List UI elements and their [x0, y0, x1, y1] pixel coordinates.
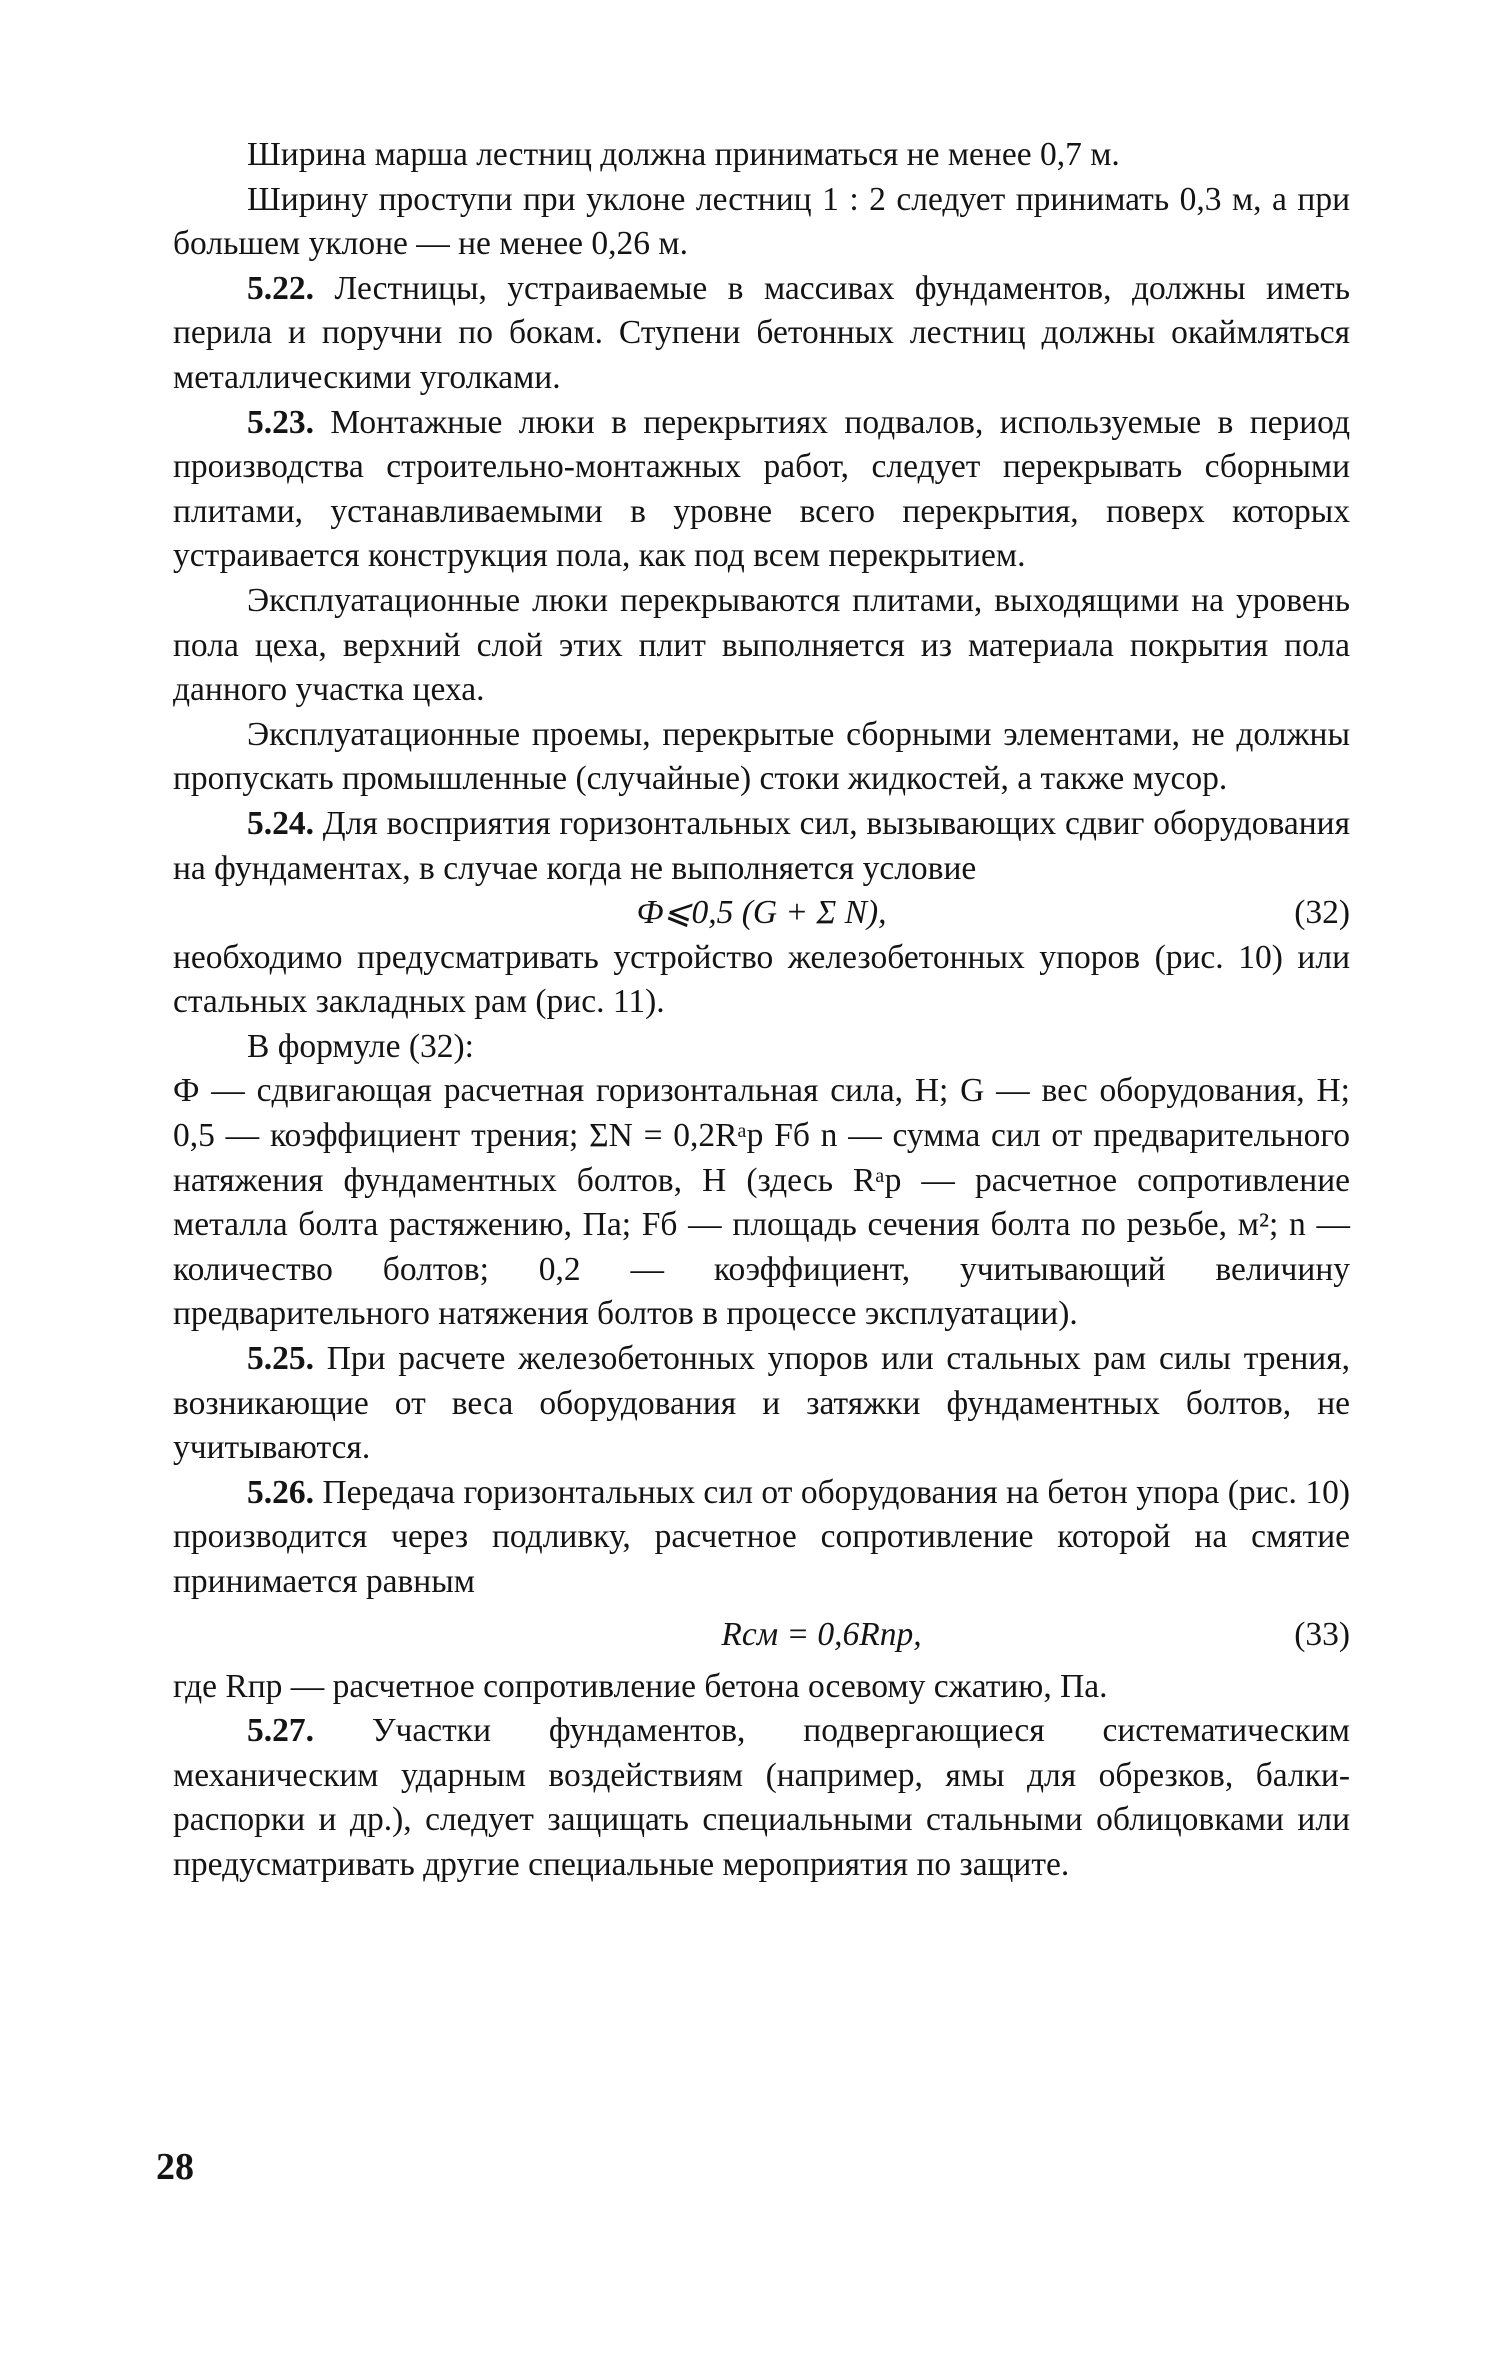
paragraph-text: Ширину проступи при уклоне лестниц 1 : 2 следует принимать 0,3 м, а при большем уклоне — не менее 0,26 м. [173, 180, 1350, 263]
paragraph-text: где Rпр — расчетное сопротивление бетона осевому сжатию, Па. [173, 1667, 1108, 1705]
clause-number: 5.27. [247, 1712, 314, 1750]
equation-number: (33) [1294, 1615, 1350, 1653]
paragraph [173, 713, 1350, 802]
formula-expression: Rсм = 0,6Rпр, [721, 1615, 922, 1653]
body-text [173, 133, 1350, 1888]
paragraph [173, 579, 1350, 713]
paragraph-text: Передача горизонтальных сил от оборудования на бетон упора (рис. 10) производится через подливку, расчетное сопротивление которой на смятие принимается равным [173, 1473, 1350, 1600]
clause-number: 5.24. [247, 804, 314, 842]
paragraph-text: Для восприятия горизонтальных сил, вызывающих сдвиг оборудования на фундаментах, в случае когда не выполняется условие [173, 804, 1350, 887]
paragraph [173, 178, 1350, 267]
equation-number: (32) [1294, 894, 1350, 932]
formula-legend [173, 1069, 1350, 1337]
paragraph [173, 1025, 1350, 1070]
paragraph-text: Монтажные люки в перекрытиях подвалов, используемые в период производства строительно-монтажных работ, следует перекрывать сборными плитами, устанавливаемыми в уровне всего перекрытия, поверх которых устраивается конструкция пола, как под всем перекрытием. [173, 403, 1350, 575]
paragraph-text: Ширина марша лестниц должна приниматься не менее 0,7 м. [247, 136, 1120, 173]
paragraph-text: Участки фундаментов, подвергающиеся систематическим механическим ударным воздействиям (например, ямы для обрезков, балки-распорки и др.), следует защищать специальными стальными облицовками или предусматривать другие специальные мероприятия по защите. [173, 1712, 1350, 1883]
clause-number: 5.22. [247, 269, 314, 307]
clause-number: 5.26. [247, 1473, 314, 1511]
paragraph-text: В формуле (32): [247, 1027, 474, 1065]
paragraph-text: необходимо предусматривать устройство железобетонных упоров (рис. 10) или стальных закладных рам (рис. 11). [173, 938, 1350, 1021]
formula-33 [173, 1605, 1350, 1665]
formula-expression: Ф⩽0,5 (G + Σ N), [636, 894, 887, 932]
paragraph [173, 1665, 1350, 1710]
clause-5-22 [173, 267, 1350, 401]
clause-5-25 [173, 1337, 1350, 1471]
paragraph-text: Эксплуатационные люки перекрываются плитами, выходящими на уровень пола цеха, верхний слой этих плит выполняется из материала покрытия пола данного участка цеха. [173, 581, 1350, 709]
clause-5-27 [173, 1709, 1350, 1887]
paragraph [173, 936, 1350, 1025]
page-number: 28 [156, 2146, 194, 2188]
paragraph [173, 133, 1350, 178]
paragraph-text: При расчете железобетонных упоров или стальных рам силы трения, возникающие от веса оборудования и затяжки фундаментных болтов, не учитываются. [173, 1340, 1350, 1467]
formula-32 [173, 891, 1350, 936]
clause-number: 5.23. [247, 403, 314, 441]
clause-number: 5.25. [247, 1340, 314, 1378]
clause-5-24 [173, 802, 1350, 891]
clause-5-26 [173, 1471, 1350, 1605]
paragraph-text: Эксплуатационные проемы, перекрытые сборными элементами, не должны пропускать промышленные (случайные) стоки жидкостей, а также мусор. [173, 715, 1350, 798]
clause-5-23 [173, 401, 1350, 579]
paragraph-text: Лестницы, устраиваемые в массивах фундаментов, должны иметь перила и поручни по бокам. Ступени бетонных лестниц должны окаймляться металлическими уголками. [173, 269, 1350, 396]
paragraph-text: Ф — сдвигающая расчетная горизонтальная сила, Н; G — вес оборудования, Н; 0,5 — коэффициент трения; ΣN = 0,2Rᵃр Fб n — сумма сил от предварительного натяжения фундаментных болтов, Н (здесь Rᵃр — расчетное сопротивление металла болта растяжению, Па; Fб — площадь сечения болта по резьбе, м²; n — количество болтов; 0,2 — коэффициент, учитывающий величину предварительного натяжения болтов в процессе эксплуатации). [173, 1072, 1350, 1333]
